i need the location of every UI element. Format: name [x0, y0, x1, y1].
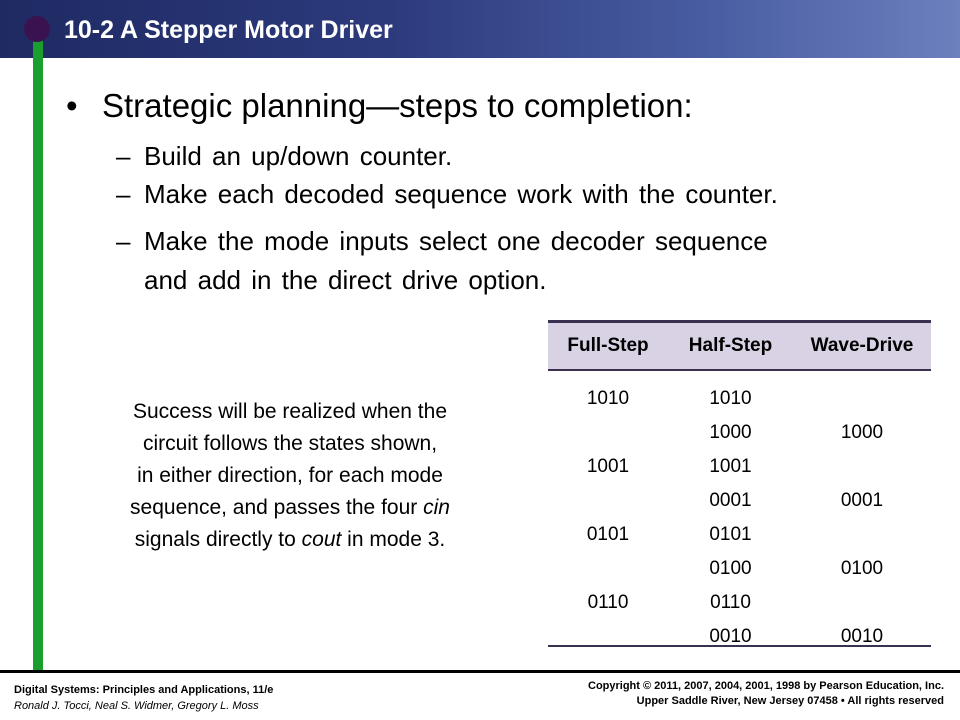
title-bullet-dot: [24, 16, 50, 42]
table-body: [548, 371, 931, 647]
dash-mark: –: [116, 179, 131, 209]
footer-copyright-line: Copyright © 2011, 2007, 2004, 2001, 1998 by Pearson Education, Inc.: [588, 680, 944, 692]
dash-mark: –: [116, 141, 131, 171]
table-cell: 0010: [840, 626, 884, 647]
main-bullet-text: Strategic planning—steps to completion:: [102, 87, 693, 124]
footer-authors: Ronald J. Tocci, Neal S. Widmer, Gregory L. Moss: [14, 700, 259, 712]
table-cell: 0010: [709, 626, 752, 647]
note-cout: cout: [301, 528, 342, 551]
note-text: in mode 3.: [341, 528, 446, 551]
note-line: Success will be realized when the: [133, 400, 447, 423]
table-header: [548, 320, 931, 371]
table-cell: 0110: [710, 592, 751, 613]
step-sequence-table: [548, 320, 931, 647]
success-note: [70, 396, 510, 556]
footer-book-info: [14, 682, 273, 714]
sub-item-text: Make the mode inputs select one decoder sequence: [144, 226, 768, 256]
header-wave-drive: Wave-Drive: [810, 335, 914, 356]
table-cell: 1000: [709, 422, 752, 443]
table-cell: 1001: [709, 456, 752, 477]
sub-item-text: and add in the direct drive option.: [144, 265, 547, 295]
note-line: [70, 524, 510, 556]
bullet-mark: •: [66, 87, 78, 124]
table-cell: 0100: [840, 558, 884, 579]
dash-mark: –: [116, 226, 131, 256]
header-half-step: Half-Step: [688, 335, 773, 356]
table-cell: 0001: [840, 490, 884, 511]
sub-item-text: Make each decoded sequence work with the counter.: [144, 179, 778, 209]
note-text: signals directly to: [134, 528, 302, 551]
footer-address-line: Upper Saddle River, New Jersey 07458 • All rights reserved: [636, 695, 944, 707]
sub-item-text: Build an up/down counter.: [144, 141, 453, 171]
note-line: circuit follows the states shown,: [142, 432, 438, 455]
note-text: sequence, and passes the four: [130, 496, 424, 519]
note-cin: cin: [423, 496, 450, 519]
table-cell: 0101: [586, 524, 630, 545]
table-cell: 1001: [586, 456, 630, 477]
table-cell: 1010: [709, 388, 752, 409]
slide-title: 10-2 A Stepper Motor Driver: [64, 16, 393, 44]
table-cell: 1010: [586, 388, 630, 409]
footer-divider: [0, 670, 960, 673]
footer-copyright: [588, 679, 944, 709]
table-cell: 0100: [709, 558, 752, 579]
table-cell: 0001: [709, 490, 752, 511]
footer-book-title: Digital Systems: Principles and Applications, 11/e: [14, 684, 274, 696]
note-line: [70, 492, 510, 524]
table-cell: 0101: [709, 524, 752, 545]
table-cell: 0110: [587, 592, 629, 613]
accent-bar: [33, 32, 43, 672]
note-line: in either direction, for each mode: [137, 464, 443, 487]
table-cell: 1000: [840, 422, 884, 443]
header-full-step: Full-Step: [567, 335, 649, 356]
